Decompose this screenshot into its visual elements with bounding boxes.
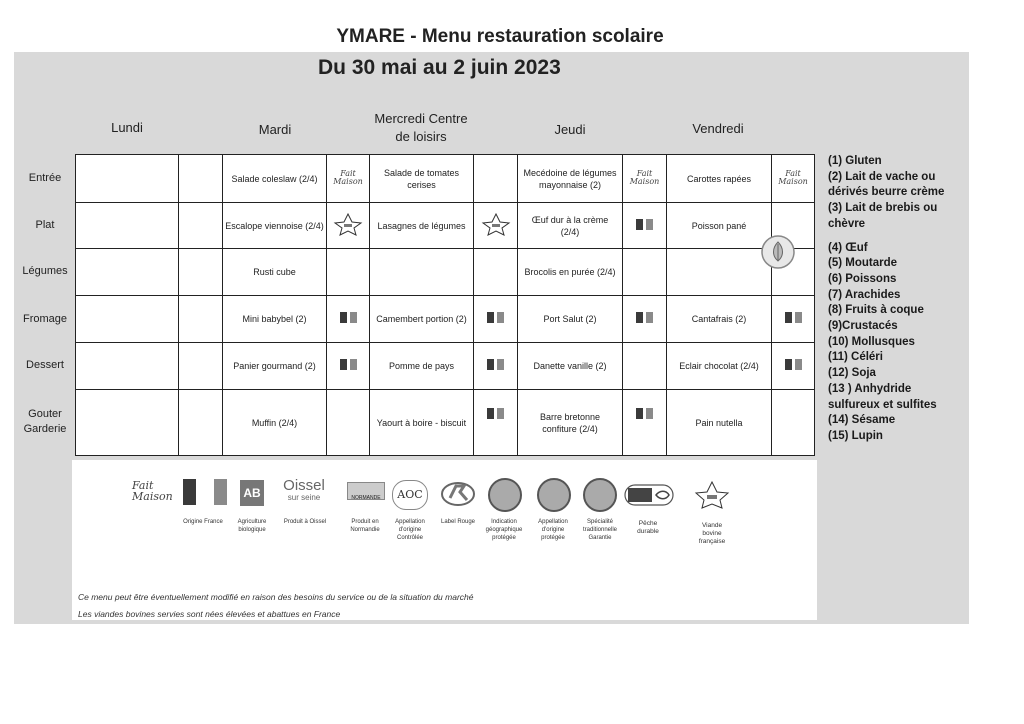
legend-aop: Appellation d'origine protégée (538, 519, 568, 541)
cell-lundi-legumes (76, 249, 179, 296)
cell-mardi-dessert: Panier gourmand (2) (223, 343, 327, 390)
allergen-item: (9)Crustacés (828, 320, 898, 333)
origine-france-icon (183, 479, 227, 505)
cell-mardi-entree-label (327, 155, 370, 203)
origine-france-icon (636, 219, 653, 230)
cell-lundi-gouter-label (179, 390, 223, 456)
cell-lundi-dessert-label (179, 343, 223, 390)
cell-mercredi-gouter-label (474, 390, 518, 456)
table-row-plat (76, 203, 815, 249)
cell-vendredi-gouter: Pain nutella (667, 390, 772, 456)
allergen-list (828, 154, 978, 445)
cell-mardi-legumes-label (327, 249, 370, 296)
cell-mercredi-plat-label (474, 203, 518, 249)
cell-jeudi-dessert-label (623, 343, 667, 390)
legend-label-rouge: Label Rouge (440, 519, 476, 525)
stg-icon (583, 478, 617, 512)
cell-jeudi-legumes-label (623, 249, 667, 296)
legend-oissel: Produit à Oissel (283, 519, 327, 525)
allergen-item: sulfureux et sulfites (828, 398, 937, 411)
cell-lundi-dessert (76, 343, 179, 390)
day-header-lundi: Lundi (111, 120, 143, 135)
aoc-icon: AOC (392, 480, 428, 510)
cell-vendredi-entree: Carottes rapées (667, 155, 772, 203)
day-header-mardi: Mardi (258, 122, 292, 137)
cell-jeudi-dessert: Danette vanille (2) (518, 343, 623, 390)
cell-jeudi-entree-label (623, 155, 667, 203)
table-row-dessert (76, 343, 815, 390)
cell-mercredi-entree: Salade de tomates cerises (370, 155, 474, 203)
origine-france-icon (340, 359, 357, 370)
row-label-fromage: Fromage (22, 313, 68, 325)
origine-france-logo (183, 479, 227, 510)
footnote-viande: Les viandes bovines servies sont nées élevées et abattues en France (78, 609, 341, 619)
origine-france-icon (487, 408, 504, 419)
row-label-gouter-line1: Gouter (28, 408, 62, 420)
table-row-gouter (76, 390, 815, 456)
cell-lundi-entree (76, 155, 179, 203)
cell-mercredi-dessert: Pomme de pays (370, 343, 474, 390)
row-label-entree: Entrée (28, 172, 62, 184)
agriculture-biologique-icon: AB (240, 480, 264, 506)
igp-icon (488, 478, 522, 512)
cell-mardi-fromage: Mini babybel (2) (223, 296, 327, 343)
legend-peche-durable: Pêche durable (637, 520, 659, 535)
legend-origine-france: Origine France (183, 519, 223, 525)
allergen-item: (11) Céléri (828, 351, 883, 364)
viande-bovine-francaise-icon (694, 480, 730, 510)
cell-jeudi-plat-label (623, 203, 667, 249)
cell-jeudi-plat: Œuf dur à la crème (2/4) (518, 203, 623, 249)
cell-jeudi-fromage-label (623, 296, 667, 343)
day-header-mercredi-line2: de loisirs (395, 129, 447, 144)
cell-vendredi-plat: Poisson pané (667, 203, 772, 249)
cell-vendredi-fromage-label (772, 296, 815, 343)
allergen-item: (10) Mollusques (828, 335, 915, 348)
legend-viande-bovine: Viande bovine française (698, 522, 726, 545)
cell-mercredi-dessert-label (474, 343, 518, 390)
day-header-jeudi: Jeudi (554, 122, 586, 137)
cell-mercredi-legumes-label (474, 249, 518, 296)
day-header-mercredi-line1: Mercredi Centre (374, 111, 468, 126)
allergen-item: chèvre (828, 217, 866, 230)
label-rouge-icon (440, 480, 476, 508)
cell-jeudi-legumes: Brocolis en purée (2/4) (518, 249, 623, 296)
origine-france-icon (487, 312, 504, 323)
cell-vendredi-fromage: Cantafrais (2) (667, 296, 772, 343)
origine-france-icon (636, 408, 653, 419)
allergen-spacer (828, 233, 978, 241)
allergen-item: (4) Œuf (828, 241, 868, 254)
cell-mercredi-gouter: Yaourt à boire - biscuit (370, 390, 474, 456)
cell-vendredi-dessert-label (772, 343, 815, 390)
row-label-legumes: Légumes (22, 265, 68, 277)
allergen-item: (1) Gluten (828, 155, 882, 167)
allergen-item: (7) Arachides (828, 288, 901, 301)
origine-france-icon (636, 312, 653, 323)
cell-mardi-plat-label (327, 203, 370, 249)
legend-stg: Spécialité traditionnelle Garantie (582, 519, 618, 541)
row-label-gouter-line2: Garderie (23, 423, 67, 435)
cell-mardi-legumes: Rusti cube (223, 249, 327, 296)
legend-igp: Indication géographique protégée (485, 519, 523, 541)
cell-lundi-fromage-label (179, 296, 223, 343)
legend-normandie: Produit en Normandie (350, 519, 380, 533)
origine-france-icon (785, 359, 802, 370)
cell-mardi-gouter-label (327, 390, 370, 456)
cell-lundi-entree-label (179, 155, 223, 203)
cell-vendredi-legumes (667, 249, 772, 296)
allergen-item: (12) Soja (828, 367, 876, 380)
allergen-item: (8) Fruits à coque (828, 304, 924, 317)
oissel-logo: Oissel sur seine (283, 477, 325, 502)
cell-jeudi-entree: Mecédoine de légumes mayonnaise (2) (518, 155, 623, 203)
allergen-item: (14) Sésame (828, 414, 896, 427)
cell-jeudi-gouter-label (623, 390, 667, 456)
viande-bovine-francaise-icon (333, 212, 363, 236)
origine-france-icon (487, 359, 504, 370)
allergen-item: (5) Moutarde (828, 257, 897, 270)
produit-normandie-icon: NORMANDE (347, 482, 385, 500)
cell-vendredi-entree-label (772, 155, 815, 203)
cell-mardi-plat: Escalope viennoise (2/4) (223, 203, 327, 249)
cell-lundi-plat-label (179, 203, 223, 249)
table-row-entree (76, 155, 815, 203)
legend-aoc: Appellation d'origine Contrôlée (395, 519, 425, 541)
allergen-item: (13 ) Anhydride (828, 382, 912, 395)
cell-mardi-entree: Salade coleslaw (2/4) (223, 155, 327, 203)
fait-maison-icon: Fait Maison (778, 169, 808, 186)
row-label-gouter (18, 407, 72, 437)
table-row-fromage (76, 296, 815, 343)
fait-maison-icon: Fait Maison (333, 169, 363, 186)
cell-mardi-fromage-label (327, 296, 370, 343)
origine-france-icon (340, 312, 357, 323)
allergen-item: dérivés beurre crème (828, 186, 945, 199)
cell-lundi-gouter (76, 390, 179, 456)
allergen-item: (6) Poissons (828, 272, 897, 285)
leaf-badge-icon (760, 234, 796, 270)
cell-vendredi-dessert: Eclair chocolat (2/4) (667, 343, 772, 390)
allergen-item: (2) Lait de vache ou (828, 170, 936, 183)
cell-mercredi-entree-label (474, 155, 518, 203)
legend-agriculture-bio: Agriculture biologique (237, 519, 267, 533)
fait-maison-icon: Fait Maison (132, 479, 173, 503)
cell-mercredi-legumes (370, 249, 474, 296)
cell-mardi-dessert-label (327, 343, 370, 390)
cell-mercredi-plat: Lasagnes de légumes (370, 203, 474, 249)
fait-maison-icon: Fait Maison (629, 169, 660, 186)
cell-lundi-fromage (76, 296, 179, 343)
day-header-vendredi: Vendredi (692, 121, 744, 136)
cell-mardi-gouter: Muffin (2/4) (223, 390, 327, 456)
msc-peche-durable-icon (624, 484, 674, 506)
cell-mercredi-fromage: Camembert portion (2) (370, 296, 474, 343)
day-header-mercredi (366, 110, 476, 146)
allergen-item: (15) Lupin (828, 429, 883, 442)
cell-lundi-plat (76, 203, 179, 249)
cell-lundi-legumes-label (179, 249, 223, 296)
cell-mercredi-fromage-label (474, 296, 518, 343)
cell-jeudi-fromage: Port Salut (2) (518, 296, 623, 343)
allergen-item: (3) Lait de brebis ou (828, 202, 938, 215)
origine-france-icon (785, 312, 802, 323)
menu-grid (75, 154, 815, 456)
row-label-dessert: Dessert (26, 359, 64, 371)
viande-bovine-francaise-icon (481, 212, 511, 236)
cell-jeudi-gouter: Barre bretonne confiture (2/4) (518, 390, 623, 456)
table-row-legumes (76, 249, 815, 296)
date-range: Du 30 mai au 2 juin 2023 (318, 56, 561, 79)
cell-vendredi-gouter-label (772, 390, 815, 456)
footnote-menu-change: Ce menu peut être éventuellement modifié en raison des besoins du service ou de la situation du marché (78, 592, 474, 602)
page-title: YMARE - Menu restauration scolaire (336, 26, 664, 47)
aop-icon (537, 478, 571, 512)
row-label-plat: Plat (35, 219, 55, 231)
fait-maison-logo (132, 480, 173, 505)
